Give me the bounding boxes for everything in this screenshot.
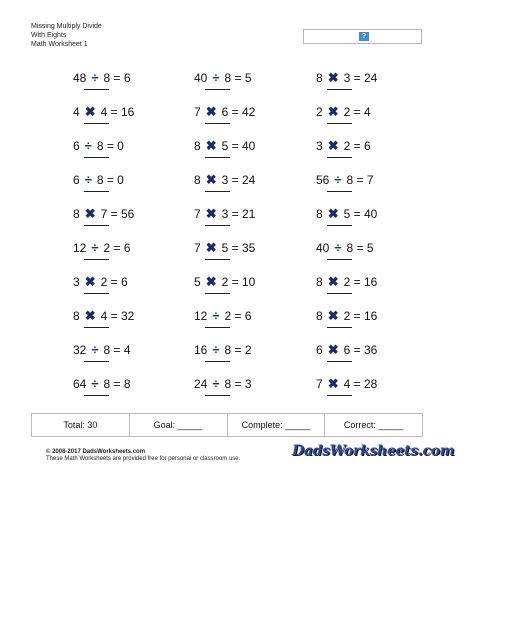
answer-line[interactable] [205,123,230,124]
answer-line[interactable] [327,123,352,124]
divide-icon: ÷ [212,376,220,392]
answer-line[interactable] [84,259,109,260]
operand-a: 3 [73,275,80,289]
problem [73,138,124,153]
operand-a: 24 [194,376,208,391]
operand-b-result: 8 = 7 [346,172,374,187]
operand-a: 8 [73,207,80,221]
operand-a: 7 [316,377,323,391]
operand-b-result: 5 = 40 [221,139,256,153]
operand-b-result: 3 = 21 [221,207,256,221]
problem-row [0,196,512,230]
divide-icon: ÷ [84,172,92,188]
operand-b-result: 4 = 28 [343,377,378,391]
multiply-icon: ✖ [327,342,339,357]
operand-b-result: 4 = 16 [100,105,135,119]
operand-b-result: 8 = 0 [96,172,124,187]
answer-line[interactable] [84,157,109,158]
operand-a: 6 [73,172,80,187]
problem-row [0,162,512,196]
operand-b-result: 2 = 16 [343,309,378,323]
operand-b-result: 4 = 32 [100,309,135,323]
usage-note: These Math Worksheets are provided free for personal or classroom use. [46,456,241,462]
operand-b-result: 8 = 8 [103,376,131,391]
multiply-icon: ✖ [205,104,217,119]
operand-b-result: 8 = 2 [224,342,252,357]
operand-a: 6 [73,138,80,153]
answer-line[interactable] [84,191,109,192]
multiply-icon: ✖ [84,308,96,323]
divide-icon: ÷ [334,240,342,256]
site-logo[interactable]: DadsWorksheets.com [292,443,455,459]
operand-a: 8 [316,207,323,221]
answer-line[interactable] [327,395,352,396]
operand-a: 8 [73,309,80,323]
multiply-icon: ✖ [327,104,339,119]
worksheet-subtitle: With Eights [31,32,67,39]
operand-b-result: 8 = 5 [346,240,374,255]
multiply-icon: ✖ [327,308,339,323]
divide-icon: ÷ [91,342,99,358]
answer-line[interactable] [84,361,109,362]
problem [194,172,255,188]
operand-a: 4 [73,105,80,119]
problem [73,172,124,187]
divide-icon: ÷ [84,138,92,154]
multiply-icon: ✖ [205,274,217,289]
answer-line[interactable] [327,157,352,158]
operand-b-result: 2 = 6 [224,308,252,323]
problem [73,376,131,391]
answer-line[interactable] [205,327,230,328]
problem [194,240,255,256]
problem [316,70,377,86]
answer-line[interactable] [205,395,230,396]
goal-cell[interactable]: Goal: _____ [130,414,228,436]
operand-a: 40 [316,240,330,255]
problem-row [0,366,512,400]
divide-icon: ÷ [212,70,220,86]
operand-a: 8 [316,275,323,289]
problem [316,240,374,255]
problem [316,206,377,222]
operand-a: 5 [194,275,201,289]
worksheet-header [31,22,102,49]
operand-b-result: 8 = 6 [103,70,131,85]
problem [194,104,255,120]
operand-a: 16 [194,342,208,357]
problem [73,70,131,85]
operand-a: 6 [316,343,323,357]
problem [194,206,255,222]
answer-line[interactable] [205,157,230,158]
problem [194,138,255,154]
operand-a: 12 [73,240,87,255]
problem [194,376,252,391]
operand-b-result: 8 = 5 [224,70,252,85]
operand-a: 56 [316,172,330,187]
divide-icon: ÷ [212,342,220,358]
problem [194,70,252,85]
operand-a: 8 [194,173,201,187]
answer-line[interactable] [327,293,352,294]
multiply-icon: ✖ [84,104,96,119]
operand-b-result: 7 = 56 [100,207,135,221]
multiply-icon: ✖ [205,240,217,255]
problem [73,274,128,290]
divide-icon: ÷ [91,240,99,256]
operand-b-result: 3 = 24 [221,173,256,187]
operand-a: 3 [316,139,323,153]
answer-line[interactable] [327,89,352,90]
operand-b-result: 2 = 6 [103,240,131,255]
answer-line[interactable] [84,395,109,396]
problem [316,104,371,120]
divide-icon: ÷ [91,376,99,392]
answer-line[interactable] [205,361,230,362]
divide-icon: ÷ [212,308,220,324]
operand-b-result: 8 = 4 [103,342,131,357]
total-cell: Total: 30 [32,414,130,436]
answer-line[interactable] [84,293,109,294]
problem-row [0,128,512,162]
multiply-icon: ✖ [205,138,217,153]
problem [316,308,377,324]
answer-line[interactable] [327,259,352,260]
problem-grid [0,60,512,400]
worksheet-number: Math Worksheet 1 [31,41,88,48]
copyright-line: © 2008-2017 DadsWorksheets.com [46,449,146,455]
operand-a: 2 [316,105,323,119]
problem [73,104,134,120]
operand-b-result: 2 = 16 [343,275,378,289]
operand-a: 64 [73,376,87,391]
multiply-icon: ✖ [205,206,217,221]
problem-row [0,94,512,128]
answer-line[interactable] [327,225,352,226]
operand-b-result: 6 = 42 [221,105,256,119]
operand-b-result: 3 = 24 [343,71,378,85]
answer-line[interactable] [84,327,109,328]
correct-cell[interactable]: Correct: _____ [343,420,404,430]
operand-a: 7 [194,207,201,221]
multiply-icon: ✖ [327,206,339,221]
operand-b-result: 8 = 3 [224,376,252,391]
multiply-icon: ✖ [205,172,217,187]
answer-line[interactable] [205,293,230,294]
name-field[interactable] [303,29,422,44]
problem [194,308,252,323]
operand-a: 8 [316,71,323,85]
problem [316,138,371,154]
multiply-icon: ✖ [327,274,339,289]
operand-b-result: 2 = 6 [100,275,128,289]
operand-b-result: 5 = 35 [221,241,256,255]
worksheet-title: Missing Multiply Divide [31,23,102,30]
problem [316,342,377,358]
operand-b-result: 2 = 10 [221,275,256,289]
multiply-icon: ✖ [327,376,339,391]
multiply-icon: ✖ [327,70,339,85]
problem [73,240,131,255]
answer-line[interactable] [327,361,352,362]
problem [194,342,252,357]
divide-icon: ÷ [334,172,342,188]
operand-a: 48 [73,70,87,85]
operand-a: 7 [194,241,201,255]
operand-a: 8 [316,309,323,323]
operand-b-result: 6 = 36 [343,343,378,357]
answer-line[interactable] [327,191,352,192]
operand-a: 40 [194,70,208,85]
answer-line[interactable] [205,225,230,226]
problem-row [0,298,512,332]
operand-b-result: 8 = 0 [96,138,124,153]
score-table [31,413,423,437]
problem [194,274,255,290]
problem [73,342,131,357]
problem [73,206,134,222]
problem-row [0,332,512,366]
operand-b-result: 5 = 40 [343,207,378,221]
answer-line[interactable] [84,89,109,90]
operand-a: 12 [194,308,208,323]
problem-row [0,230,512,264]
operand-a: 8 [194,139,201,153]
multiply-icon: ✖ [84,274,96,289]
answer-line[interactable] [205,259,230,260]
divide-icon: ÷ [91,70,99,86]
multiply-icon: ✖ [84,206,96,221]
operand-b-result: 2 = 6 [343,139,371,153]
answer-line[interactable] [205,89,230,90]
problem-row [0,60,512,94]
help-icon[interactable]: ? [359,32,369,41]
operand-a: 32 [73,342,87,357]
answer-line[interactable] [327,327,352,328]
answer-line[interactable] [205,191,230,192]
problem [73,308,134,324]
problem [316,376,377,392]
answer-line[interactable] [84,123,109,124]
multiply-icon: ✖ [327,138,339,153]
copyright [46,449,240,463]
operand-b-result: 2 = 4 [343,105,371,119]
problem [316,172,374,187]
problem-row [0,264,512,298]
problem [316,274,377,290]
complete-cell[interactable]: Complete: _____ [228,414,326,436]
answer-line[interactable] [84,225,109,226]
operand-a: 7 [194,105,201,119]
